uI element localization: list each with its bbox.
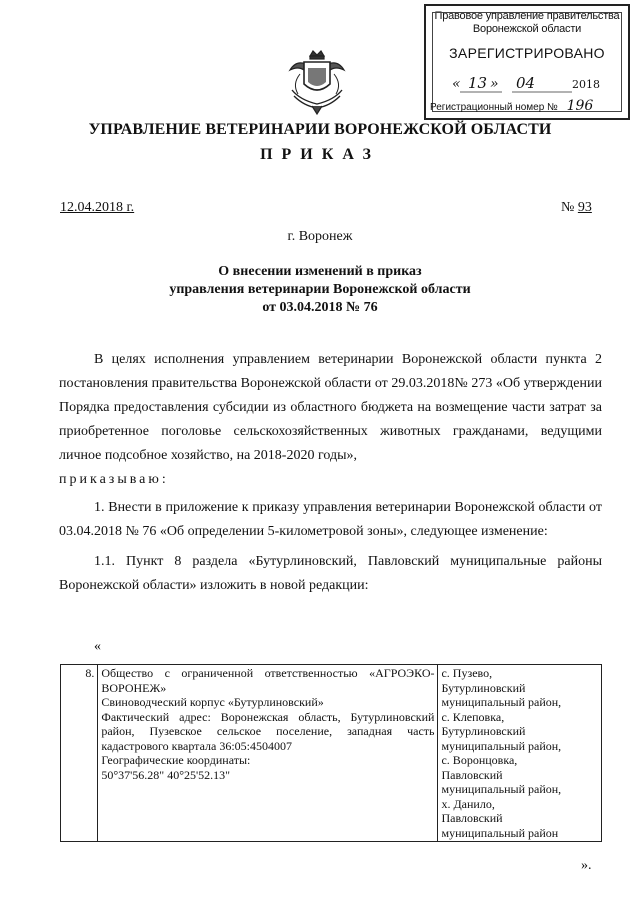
facility-name: Свиноводческий корпус «Бутурлиновский»	[101, 695, 324, 709]
row-description	[98, 665, 438, 842]
item-1-1-paragraph: 1.1. Пункт 8 раздела «Бутурлиновский, Павловский муниципальные районы Воронежской области» изложить в новой редакции:	[59, 554, 602, 593]
quote-close: ».	[581, 858, 592, 873]
quote-open: «	[94, 639, 101, 654]
facility-address: Фактический адрес: Воронежская область, Бутурлиновский район, Пузевское сельское поселение, западная часть кадастрового квартала 36:05:4504007	[101, 709, 435, 753]
item-1-paragraph: 1. Внести в приложение к приказу управления ветеринарии Воронежской области от 03.04.2018 № 76 «Об определении 5-километровой зоны», следующее изменение:	[59, 500, 602, 539]
stamp-inner-border	[432, 12, 622, 112]
document-date: 12.04.2018 г.	[60, 200, 135, 215]
stamp-reg-label: Регистрационный номер №	[430, 102, 558, 113]
coat-of-arms-icon	[286, 50, 348, 116]
stamp-reg-number-line	[430, 98, 624, 114]
location-line: с. Клеповка,	[441, 709, 505, 724]
number-prefix: №	[561, 200, 575, 215]
location-line: муниципальный район,	[441, 695, 562, 709]
table-row	[61, 665, 602, 842]
coords-value: 50°37'56.28" 40°25'52.13"	[101, 767, 231, 782]
number-value: 93	[577, 200, 592, 215]
location-line: муниципальный район	[441, 825, 559, 840]
document-type: ПРИКАЗ	[260, 146, 380, 163]
document-subject	[0, 263, 640, 317]
stamp-reg-number: 196	[566, 98, 594, 114]
row-number: 8.	[61, 665, 98, 842]
document-city: г. Воронеж	[287, 229, 353, 244]
document-number	[561, 200, 592, 216]
location-line: муниципальный район,	[441, 782, 562, 796]
stamp-registered: ЗАРЕГИСТРИРОВАНО	[449, 45, 605, 61]
body-text	[59, 348, 602, 598]
subject-line1: О внесении изменений в приказ	[218, 264, 422, 279]
location-line: Павловский	[441, 767, 503, 782]
stamp-date: « 13 » 04 2018	[434, 76, 620, 94]
authority-title: УПРАВЛЕНИЕ ВЕТЕРИНАРИИ ВОРОНЕЖСКОЙ ОБЛАСТИ	[88, 121, 552, 138]
coords-label: Географические координаты:	[101, 753, 251, 767]
stamp-org-line2: Воронежской области	[472, 23, 582, 35]
stamp-day: 13	[468, 74, 488, 92]
subject-line2: управления ветеринарии Воронежской области	[169, 282, 471, 297]
order-word: приказываю:	[59, 472, 169, 487]
location-line: с. Воронцовка,	[441, 753, 518, 767]
subject-line3: от 03.04.2018 № 76	[262, 300, 378, 315]
zone-table	[60, 664, 602, 842]
location-line: Бутурлиновский	[441, 680, 526, 695]
org-name: Общество с ограниченной ответственностью «АГРОЭКО-ВОРОНЕЖ»	[101, 666, 435, 695]
stamp-month: 04	[516, 74, 536, 92]
location-line: Павловский	[441, 811, 503, 825]
stamp-org-line1: Правовое управление правительства	[434, 10, 620, 22]
location-line: муниципальный район,	[441, 738, 562, 753]
location-line: с. Пузево,	[441, 666, 493, 680]
row-locations	[438, 665, 602, 842]
location-line: Бутурлиновский	[441, 724, 526, 738]
location-line: х. Данило,	[441, 796, 495, 811]
registration-stamp	[424, 4, 630, 120]
stamp-date-underline	[442, 91, 618, 94]
preamble-paragraph: В целях исполнения управлением ветеринарии Воронежской области пункта 2 постановления правительства Воронежской области от 29.03.2018№ 273 «Об утверждении Порядка предоставления субсидии из областного бюджета на возмещение части затрат за приобретенное поголовье сельскохозяйственных животных гражданами, ведущими личное подсобное хозяйство, на 2018-2020 годы»,	[59, 352, 602, 463]
stamp-year: 2018	[572, 78, 600, 91]
